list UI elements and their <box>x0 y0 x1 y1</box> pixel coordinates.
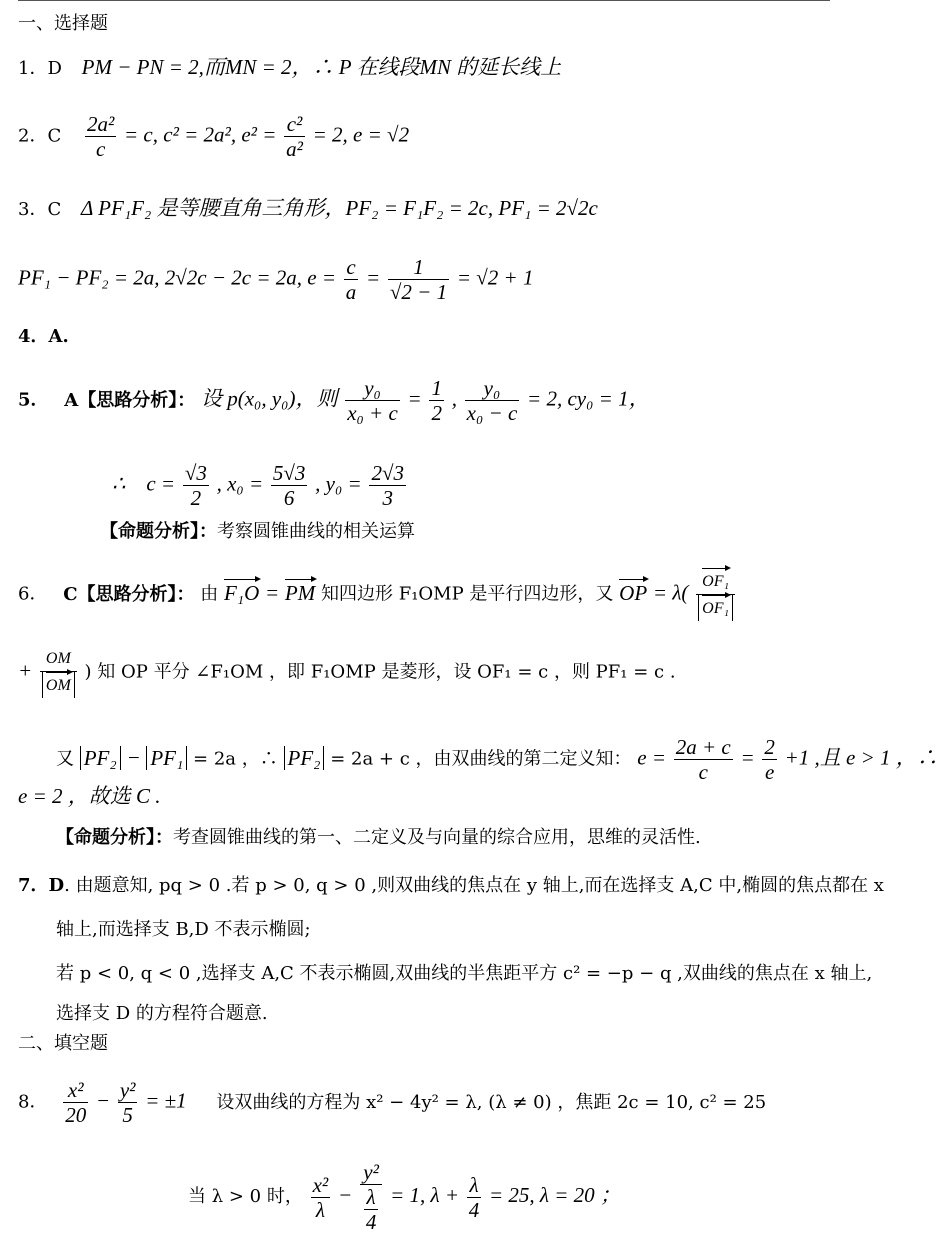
fraction-numerator: y² <box>360 1160 383 1185</box>
answer-3-text: Δ PF₁F₂ 是等腰直角三角形，PF₂ = F₁F₂ = 2c, PF₁ = 2√2c <box>80 196 598 220</box>
abs-PF1: PF₁ <box>146 746 187 770</box>
fraction-denominator: 2 <box>431 401 442 425</box>
answer-3-result: = √2 + 1 <box>456 265 534 290</box>
answer-6-continued <box>18 647 676 698</box>
vector-PM: PM <box>284 580 316 605</box>
analysis-heading: 【命题分析】： <box>100 521 217 542</box>
answer-2-result: = 2, e = √2 <box>312 122 410 147</box>
fraction-denominator: 4 <box>468 1197 480 1222</box>
vector-F1O: F₁O <box>223 580 260 605</box>
answer-6-om-fraction <box>40 647 77 698</box>
answer-8-fraction-x <box>63 1078 88 1127</box>
section-heading-choice: 一、选择题 <box>18 13 108 34</box>
fraction-denominator: a <box>345 280 357 304</box>
minus-sign: − <box>337 1183 353 1207</box>
answer-8-case-fraction-y <box>360 1160 383 1234</box>
fraction-numerator: λ <box>364 1185 379 1210</box>
answer-2-fraction-2 <box>284 112 305 161</box>
answer-6-text-7: +1 ,且 e > 1 ，∴ <box>784 745 938 770</box>
answer-8-case-fraction-lambda <box>467 1173 482 1222</box>
answer-6-conclusion: e = 2 ，故选 C . <box>18 784 161 808</box>
equals-sign: = <box>407 386 422 411</box>
plus-sign: + <box>18 658 33 683</box>
fraction-denominator: 2 <box>190 486 202 510</box>
minus-sign: − <box>126 745 141 770</box>
answer-2-fraction-1 <box>85 112 116 161</box>
minus-sign: − <box>95 1088 111 1113</box>
answer-8-text: 设双曲线的方程为 x² − 4y² = λ, (λ ≠ 0) ，焦距 2c = 10, c² = 25 <box>216 1091 767 1113</box>
fraction-numerator: 2a + c <box>675 735 731 759</box>
answer-5-text: 设 p(x₀, y₀)，则 <box>200 386 338 411</box>
answer-3-fraction-1 <box>344 255 359 304</box>
fraction-denominator: λ <box>315 1197 325 1222</box>
answer-6-definition <box>56 735 938 784</box>
answer-6-heading: C【思路分析】： <box>63 583 195 605</box>
fraction-numerator: λ <box>467 1173 482 1198</box>
answer-5-c-fraction <box>183 461 209 510</box>
answer-6-analysis <box>56 826 701 850</box>
answer-6-text-1: 由 <box>200 583 219 605</box>
fraction-numerator: x² <box>312 1172 329 1197</box>
fraction-denominator: c <box>698 760 708 784</box>
section-heading-fill-in: 二、填空题 <box>18 1033 108 1054</box>
fraction-numerator: OM <box>40 647 77 672</box>
answer-5-y0-label: , y₀ = <box>315 471 362 496</box>
fraction-numerator: 5√3 <box>272 461 306 485</box>
answer-8-case-equation: = 1, λ + <box>390 1183 460 1207</box>
equals-sign: = <box>365 265 381 290</box>
answer-7-text: . 由题意知, pq > 0 .若 p > 0, q > 0 ,则双曲线的焦点在 y 轴上,而在选择支 A,C 中,椭圆的焦点都在 x <box>64 875 884 896</box>
fraction-denominator: 4 <box>365 1210 377 1234</box>
fraction-numerator: 2 <box>764 735 775 759</box>
answer-3-equation: PF₁ − PF₂ = 2a, 2√2c − 2c = 2a, e = <box>18 265 337 290</box>
answer-3-fraction-2 <box>388 255 449 304</box>
fraction-denominator: a² <box>286 137 303 161</box>
answer-5-values <box>112 461 408 510</box>
comma: , <box>451 386 457 411</box>
analysis-heading: 【命题分析】： <box>56 827 173 848</box>
answer-6-e-fraction-1 <box>674 735 733 784</box>
answer-5-x0-fraction <box>271 461 308 510</box>
vector-OF1-magnitude: OF₁ <box>702 595 729 621</box>
answer-5 <box>18 376 650 425</box>
answer-5-y0-fraction <box>369 461 406 510</box>
answer-5-fraction-1 <box>345 376 400 425</box>
answer-6-number: 6． <box>18 583 48 605</box>
answer-8 <box>18 1078 766 1127</box>
answer-5-heading: A【思路分析】： <box>64 389 196 411</box>
fraction-numerator: c <box>344 255 359 280</box>
nested-fraction <box>364 1185 379 1234</box>
fraction-denominator: 5 <box>122 1103 133 1127</box>
answer-8-fraction-y <box>118 1078 138 1127</box>
fraction-numerator: c² <box>284 112 305 137</box>
answer-6-text-3: ) 知 OP 平分 ∠F₁OM ，即 F₁OMP 是菱形，设 OF₁ = c ，则 PF₁ = c . <box>84 661 676 683</box>
fraction-denominator: 20 <box>65 1103 87 1127</box>
fraction-numerator: 2√3 <box>371 461 404 485</box>
answer-3 <box>18 196 598 222</box>
answer-7-line-2: 轴上,而选择支 B,D 不表示椭圆; <box>56 919 311 940</box>
answer-8-number: 8． <box>18 1091 48 1113</box>
fraction-numerator: 2a² <box>86 112 115 136</box>
answer-6-lambda: = λ( <box>652 580 689 605</box>
answer-6-text-6: = 2a + c ，由双曲线的第二定义知： <box>330 748 632 770</box>
answer-7-number: 7．D <box>18 875 65 896</box>
eccentricity-label: e = <box>637 745 667 770</box>
answer-2-number: 2．C <box>18 125 62 147</box>
answer-5-c-value: ∴ c = <box>112 471 176 496</box>
analysis-text: 考查圆锥曲线的第一、二定义及与向量的综合应用，思维的灵活性. <box>173 827 701 848</box>
answer-6-text-2: 知四边形 F₁OMP 是平行四边形，又 <box>320 583 614 605</box>
vector-OF1: OF₁ <box>702 568 729 594</box>
answer-5-analysis <box>100 520 415 544</box>
vector-OP: OP <box>619 580 648 605</box>
answer-7-line-4: 选择支 D 的方程符合题意. <box>56 1003 268 1024</box>
fraction-numerator: 1 <box>388 255 449 280</box>
abs-PF2-second: PF₂ <box>284 746 325 770</box>
fraction-denominator: x₀ + c <box>347 401 398 425</box>
answer-3-number: 3．C <box>18 199 62 220</box>
answer-5-fraction-2 <box>429 376 444 425</box>
analysis-text: 考察圆锥曲线的相关运算 <box>217 521 415 542</box>
fraction-numerator: x² <box>63 1078 88 1103</box>
answer-8-result: = ±1 <box>145 1088 187 1113</box>
fraction-denominator: 3 <box>382 486 393 510</box>
answer-5-result: = 2, cy₀ = 1， <box>527 386 650 411</box>
fraction-denominator: c <box>95 137 106 161</box>
equals-sign: = <box>265 580 280 605</box>
answer-5-x0-label: , x₀ = <box>216 471 264 496</box>
answer-2-equation: = c, c² = 2a², e² = <box>124 122 277 147</box>
fraction-numerator: 1 <box>431 376 442 400</box>
answer-4: 4．A. <box>18 326 69 347</box>
answer-7 <box>18 874 884 898</box>
top-rule <box>18 0 830 1</box>
fraction-denominator: x₀ − c <box>466 401 518 425</box>
answer-1-number: 1．D <box>18 58 62 79</box>
fraction-denominator: e <box>764 760 775 784</box>
abs-PF2: PF₂ <box>80 746 121 770</box>
fraction-numerator: y² <box>119 1078 136 1102</box>
answer-6-e-fraction-2 <box>762 735 777 784</box>
answer-1-text: PM − PN = 2,而MN = 2，∴ P 在线段MN 的延长线上 <box>81 55 562 79</box>
answer-6 <box>18 568 737 621</box>
answer-2 <box>18 112 409 161</box>
fraction-denominator: √2 − 1 <box>389 280 448 304</box>
answer-8-case-fraction-x <box>311 1173 331 1222</box>
answer-7-line-3: 若 p < 0, q < 0 ,选择支 A,C 不表示椭圆,双曲线的半焦距平方 c² = −p − q ,双曲线的焦点在 x 轴上, <box>56 963 873 984</box>
fraction-numerator: y₀ <box>465 376 520 401</box>
equals-sign: = <box>740 745 755 770</box>
answer-5-fraction-3 <box>465 376 520 425</box>
fraction-numerator: y₀ <box>345 376 400 401</box>
answer-6-unit-vector-fraction <box>696 568 735 621</box>
answer-6-text-4: 又 <box>56 748 74 770</box>
answer-8-case-text: 当 λ > 0 时， <box>188 1186 303 1207</box>
answer-3-continued <box>18 255 533 304</box>
fraction-denominator: 6 <box>283 486 295 510</box>
fraction-numerator: √3 <box>184 461 207 485</box>
answer-6-text-5: = 2a ，∴ <box>193 748 278 770</box>
answer-8-case-result: = 25, λ = 20 ； <box>488 1183 621 1207</box>
answer-8-case <box>188 1160 621 1234</box>
vector-OM-magnitude: OM <box>46 672 71 698</box>
answer-1 <box>18 55 561 81</box>
answer-5-number: 5． <box>18 389 49 411</box>
